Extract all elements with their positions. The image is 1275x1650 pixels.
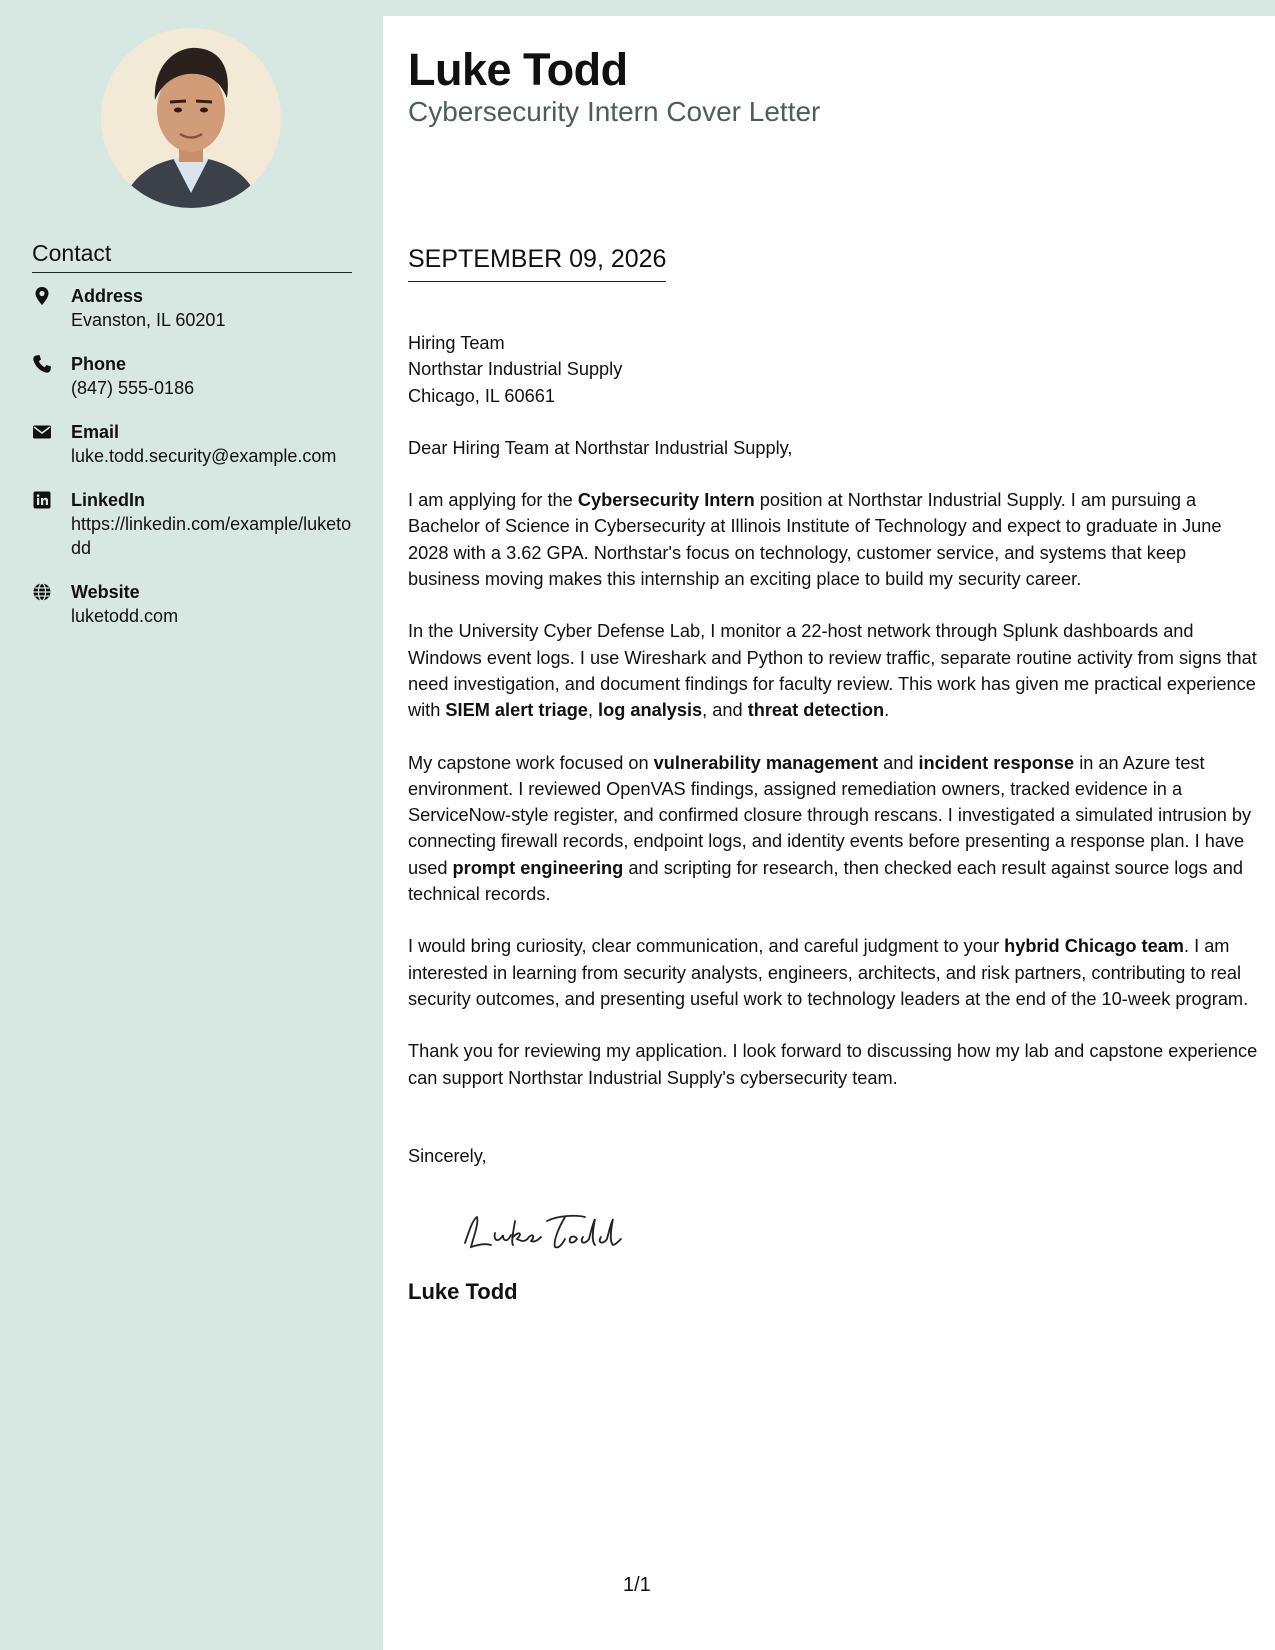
text-run: , bbox=[587, 700, 599, 721]
paragraph-1 bbox=[408, 487, 1258, 592]
phone-icon bbox=[32, 354, 54, 376]
page-number: 1/1 bbox=[623, 1574, 651, 1596]
contact-linkedin bbox=[32, 488, 354, 560]
profile-photo bbox=[101, 28, 281, 208]
bold-text: SIEM alert triage bbox=[445, 700, 588, 721]
text-run: , and bbox=[702, 700, 748, 721]
bold-text: incident response bbox=[918, 752, 1075, 773]
contact-website-label: Website bbox=[71, 582, 140, 602]
document-subtitle: Cybersecurity Intern Cover Letter bbox=[408, 96, 821, 127]
linkedin-icon bbox=[32, 490, 54, 512]
signature-image bbox=[455, 1203, 1258, 1259]
text-run: In the University Cyber Defense Lab, I monitor a 22-host network through Splunk dashboards and Windows event logs. I use Wireshark and Python to review traffic, separate routine activity from signs that need investigation, and document findings for faculty review. This work has given me practical experience with bbox=[408, 621, 1257, 721]
letter-body bbox=[408, 304, 1258, 1305]
text-run: position at Northstar Industrial Supply. I am pursuing a Bachelor of Science in Cybersecurity at Illinois Institute of Technology and expect to graduate in June 2028 with a 3.62 GPA. Northstar's focus on technology, customer service, and systems that keep business moving makes this internship an exciting place to build my security career. bbox=[408, 490, 1222, 590]
bold-text: log analysis bbox=[598, 700, 703, 721]
contact-linkedin-label: LinkedIn bbox=[71, 490, 146, 510]
paragraph-2 bbox=[408, 618, 1258, 723]
contact-website bbox=[32, 580, 354, 628]
paragraph-4 bbox=[408, 933, 1258, 1012]
contact-linkedin-value[interactable]: https://linkedin.com/example/luketodd bbox=[71, 514, 352, 558]
contact-address-value: Evanston, IL 60201 bbox=[71, 310, 226, 330]
greeting: Dear Hiring Team at Northstar Industrial Supply, bbox=[408, 437, 793, 458]
bold-text: threat detection bbox=[747, 700, 885, 721]
text-run: . I am interested in learning from security analysts, engineers, architects, and risk partners, contributing to real security outcomes, and presenting useful work to technology leaders at the end of the 10-week program. bbox=[408, 936, 1249, 1009]
contact-address-label: Address bbox=[71, 286, 144, 306]
contact-phone-label: Phone bbox=[71, 354, 127, 374]
bold-text: prompt engineering bbox=[452, 857, 624, 878]
text-run: and bbox=[878, 752, 919, 773]
contact-list bbox=[32, 284, 354, 648]
bold-text: hybrid Chicago team bbox=[1004, 936, 1184, 957]
email-icon bbox=[32, 422, 54, 444]
globe-icon bbox=[32, 582, 54, 604]
contact-email-label: Email bbox=[71, 422, 120, 442]
letter-page bbox=[383, 16, 1275, 1650]
text-run: in an Azure test environment. I reviewed OpenVAS findings, assigned remediation owners, tracked evidence in a ServiceNow-style register, and confirmed closure through rescans. I investigated a simulated intrusion by connecting firewall records, endpoint logs, and identity events before presenting a response plan. I have used bbox=[408, 752, 1252, 878]
letter-date: SEPTEMBER 09, 2026 bbox=[408, 243, 666, 282]
contact-address bbox=[32, 284, 354, 332]
recipient-line: Hiring Team bbox=[408, 333, 505, 353]
text-run: I would bring curiosity, clear communication, and careful judgment to your bbox=[408, 936, 1005, 957]
applicant-name: Luke Todd bbox=[408, 44, 628, 95]
text-run: and scripting for research, then checked each result against source logs and technical records. bbox=[408, 857, 1244, 905]
contact-email bbox=[32, 420, 354, 468]
contact-heading: Contact bbox=[32, 240, 352, 273]
recipient-line: Northstar Industrial Supply bbox=[408, 359, 623, 380]
signer-name: Luke Todd bbox=[408, 1279, 518, 1305]
sidebar bbox=[0, 0, 383, 1650]
bold-text: Cybersecurity Intern bbox=[577, 490, 755, 511]
contact-email-value: luke.todd.security@example.com bbox=[71, 446, 337, 466]
contact-website-value[interactable]: luketodd.com bbox=[71, 606, 179, 626]
contact-phone bbox=[32, 352, 354, 400]
recipient-line: Chicago, IL 60661 bbox=[408, 385, 555, 406]
contact-phone-value: (847) 555-0186 bbox=[71, 378, 195, 398]
paragraph-5: Thank you for reviewing my application. I look forward to discussing how my lab and capstone experience can support Northstar Industrial Supply's cybersecurity team. bbox=[408, 1041, 1258, 1088]
text-run: I am applying for the bbox=[408, 490, 578, 511]
location-pin-icon bbox=[32, 286, 54, 308]
text-run: My capstone work focused on bbox=[408, 752, 654, 773]
closing: Sincerely, bbox=[408, 1145, 487, 1166]
text-run: . bbox=[884, 700, 890, 721]
paragraph-3 bbox=[408, 750, 1258, 908]
bold-text: vulnerability management bbox=[653, 752, 879, 773]
